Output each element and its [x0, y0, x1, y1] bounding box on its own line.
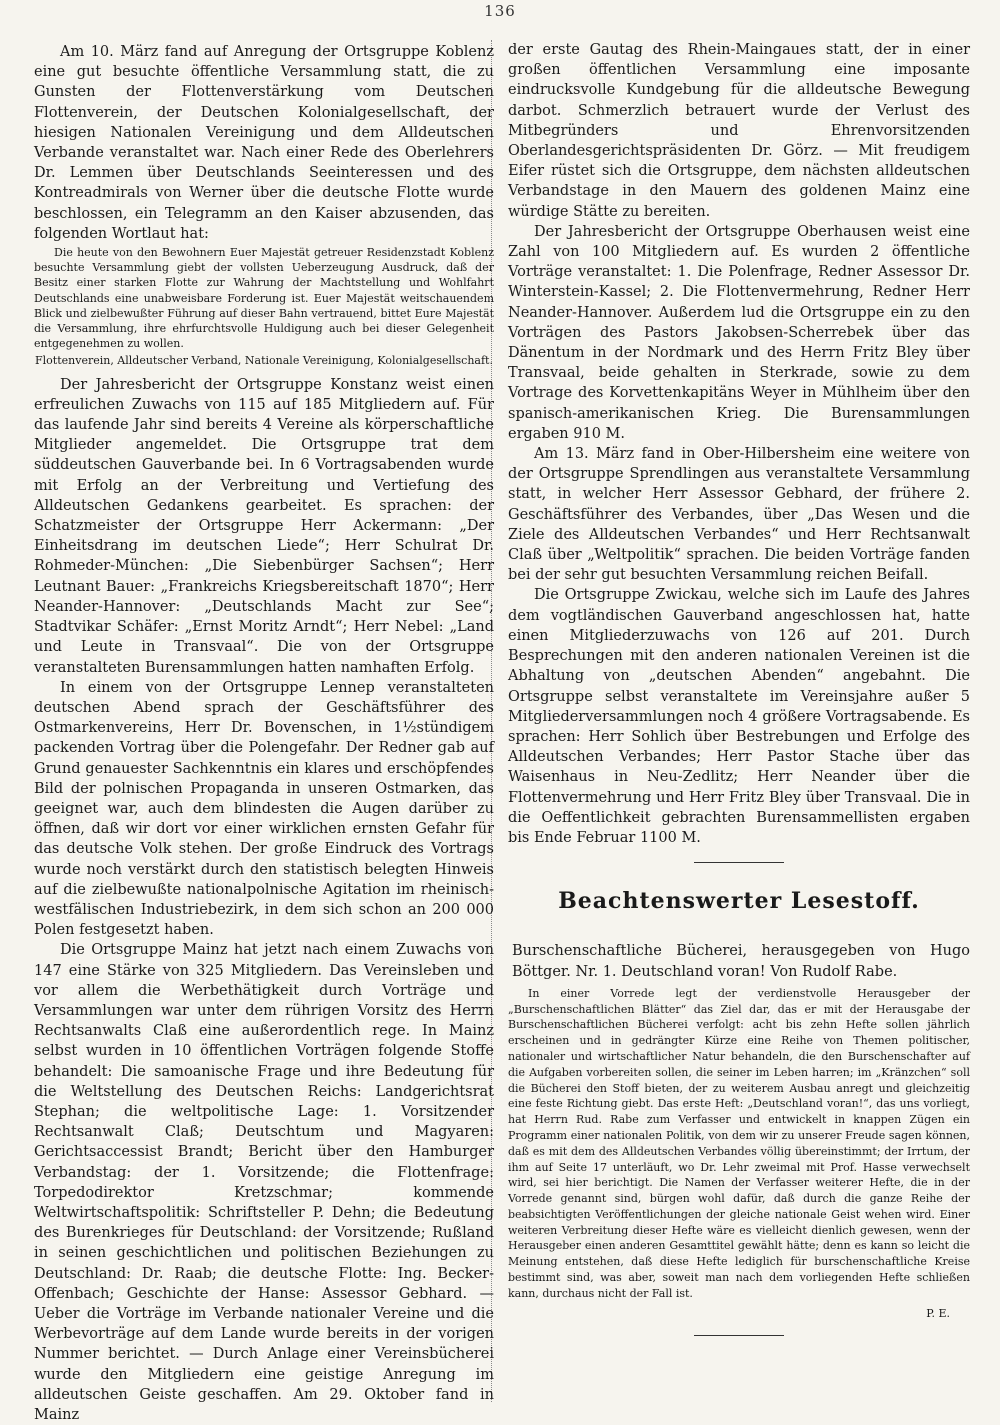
end-separator — [694, 1335, 784, 1336]
telegram-text: Die heute von den Bewohnern Euer Majestät getreuer Residenzstadt Koblenz besuchte Versammlung giebt der vollsten Ueberzeugung Ausdruck, daß der Besitz einer starken Flotte zur Wahrung der Machtstellung und Wohlfahrt Deutschlands eine unabweisbare Forderung ist. Euer Majestät weitschauendem Blick und zielbewußter Führung auf dieser Bahn vertrauend, bittet Eure Majestät die Versammlung, ihre ehrfurchtsvolle Huldigung auch bei dieser Gelegenheit entgegenehmen zu wollen. — [34, 246, 494, 351]
section-separator — [694, 862, 784, 863]
section-heading: Beachtenswerter Lesestoff. — [558, 888, 920, 915]
telegram-signature: Flottenverein, Alldeutscher Verband, Nationale Vereinigung, Kolonialgesellschaft. — [35, 354, 493, 368]
review-signature: P. E. — [926, 1306, 950, 1320]
report-koblenz: Am 10. März fand auf Anregung der Ortsgruppe Koblenz eine gut besuchte öffentliche Versammlung statt, die zu Gunsten der Flottenverstärkung vom Deutschen Flottenverein, der Deutschen Kolonialgesellschaft, der hiesigen Nationalen Vereinigung und dem Alldeutschen Verbande veranstaltet war. Nach einer Rede des Oberlehrers Dr. Lemmen über Deutschlands Seeinteressen und des Kontreadmirals von Werner über die deutsche Flotte wurde beschlossen, ein Telegramm an den Kaiser abzusenden, das folgenden Wortlaut hat: — [34, 44, 494, 242]
book-review: In einer Vorrede legt der verdienstvolle Herausgeber der „Burschenschaftlichen Blätter“ das Ziel dar, das er mit der Herausgabe der Burschenschaftlichen Bücherei verfolgt: acht bis zehn Hefte sollen jährlich erscheinen und in gedrängter Kürze eine Reihe von Themen politischer, nationaler und wirtschaftlicher Natur behandeln, die den Burschenschafter auf die Aufgaben vorbereiten sollen, die seiner im Leben harren; im „Kränzchen“ soll die Bücherei den Stoff bieten, der zu weiterem Ausbau anregt und gleichzeitig eine feste Richtung giebt. Das erste Heft: „Deutschland voran!“, das uns vorliegt, hat Herrn Rud. Rabe zum Verfasser und entwickelt in knappen Zügen ein Programm einer nationalen Politik, von dem wir zu unserer Freude sagen können, daß es mit dem des Alldeutschen Verbandes völlig übereinstimmt; der Irrtum, der ihm auf Seite 17 unterläuft, wo Dr. Lehr zweimal mit Prof. Hasse verwechselt wird, sei hier berichtigt. Die Namen der Verfasser weiterer Hefte, die in der Vorrede genannt sind, bürgen wohl dafür, daß durch die ganze Reihe der beabsichtigten Veröffentlichungen der gleiche nationale Geist wehen wird. Einer weiteren Verbreitung dieser Hefte wäre es vielleicht dienlich gewesen, wenn der Herausgeber einen anderen Gesamttitel gewählt hätte; denn es kann so leicht die Meinung entstehen, daß diese Hefte lediglich für burschenschaftliche Kreise bestimmt sind, was aber, soweit man nach dem vorliegenden Hefte schließen kann, durchaus nicht der Fall ist. — [508, 986, 970, 1300]
report-mainz-continued: der erste Gautag des Rhein-Maingaues statt, der in einer großen öffentlichen Versammlung eine imposante eindrucksvolle Kundgebung für die alldeutsche Bewegung darbot. Schmerzlich betrauert wurde der Verlust des Mitbegründers und Ehrenvorsitzenden Oberlandesgerichtspräsidenten Dr. Görz. — Mit freudigem Eifer rüstet sich die Ortsgruppe, dem nächsten alldeutschen Verbandstage in den Mauern des goldenen Mainz eine würdige Stätte zu bereiten. — [508, 42, 970, 220]
report-mainz: Die Ortsgruppe Mainz hat jetzt nach einem Zuwachs von 147 eine Stärke von 325 Mitgliedern. Das Vereinsleben und vor allem die Werbethätigkeit durch Vorträge und Versammlungen war unter dem rührigen Vorsitz des Herrn Rechtsanwalts Claß eine außerordentlich rege. In Mainz selbst wurden in 10 öffentlichen Vorträgen folgende Stoffe behandelt: Die samoanische Frage und ihre Bedeutung für die Weltstellung des Deutschen Reichs: Landgerichtsrat Stephan; die weltpolitische Lage: 1. Vorsitzender Rechtsanwalt Claß; Deutschtum und Magyaren: Gerichtsaccessist Brandt; Bericht über den Hamburger Verbandstag: der 1. Vorsitzende; die Flottenfrage: Torpedodirektor Kretzschmar; kommende Weltwirtschaftspolitik: Schriftsteller P. Dehn; die Bedeutung des Burenkrieges für Deutschland: der Vorsitzende; Rußland in seinen geschichtlichen und politischen Beziehungen zu Deutschland: Dr. Raab; die deutsche Flotte: Ing. Becker-Offenbach; Geschichte der Hanse: Assessor Gebhard. — Ueber die Vorträge im Verbande nationaler Vereine und die Werbevorträge auf dem Lande wurde bereits in der vorigen Nummer berichtet. — Durch Anlage einer Vereinsbücherei wurde den Mitgliedern eine geistige Anregung im alldeutschen Geiste geschaffen. Am 29. Oktober fand in Mainz — [34, 942, 494, 1424]
report-ober-hilbersheim: Am 13. März fand in Ober-Hilbersheim eine weitere von der Ortsgruppe Sprendlingen aus veranstaltete Versammlung statt, in welcher Herr Assessor Gebhard, der frühere 2. Geschäftsführer des Verbandes, über „Das Wesen und die Ziele des Alldeutschen Verbandes“ und Herr Rechtsanwalt Claß über „Weltpolitik“ sprachen. Die beiden Vorträge fanden bei der sehr gut besuchten Versammlung reichen Beifall. — [508, 446, 970, 584]
book-title: Burschenschaftliche Bücherei, herausgegeben von Hugo Böttger. Nr. 1. Deutschland voran! Von Rudolf Rabe. — [512, 943, 970, 980]
right-column — [508, 40, 970, 1350]
report-oberhausen: Der Jahresbericht der Ortsgruppe Oberhausen weist eine Zahl von 100 Mitgliedern auf. Es wurden 2 öffentliche Vorträge veranstaltet: 1. Die Polenfrage, Redner Assessor Dr. Winterstein-Kassel; 2. Die Flottenvermehrung, Redner Herr Neander-Hannover. Außerdem lud die Ortsgruppe ein zu den Vorträgen des Pastors Jakobsen-Scherrebek über das Dänentum in der Nordmark und des Herrn Fritz Bley über Transvaal, beide gehalten in Sterkrade, sowie zu dem Vortrage des Korvettenkapitäns Weyer in Mühlheim über den spanisch-amerikanischen Krieg. Die Burensammlungen ergaben 910 M. — [508, 223, 970, 442]
report-zwickau: Die Ortsgruppe Zwickau, welche sich im Laufe des Jahres dem vogtländischen Gauverband angeschlossen hat, hatte einen Mitgliederzuwachs von 126 auf 201. Durch Besprechungen mit den anderen nationalen Vereinen ist die Abhaltung von „deutschen Abenden“ angebahnt. Die Ortsgruppe selbst veranstaltete im Vereinsjahre außer 5 Mitgliederversammlungen noch 4 größere Vortragsabende. Es sprachen: Herr Sohlich über Bestrebungen und Erfolge des Alldeutschen Verbandes; Herr Pastor Stache über das Waisenhaus in Neu-Zedlitz; Herr Neander über die Flottenvermehrung und Herr Fritz Bley über Transvaal. Die in die Oeffentlichkeit gebrachten Burensammellisten ergaben bis Ende Februar 1100 M. — [508, 587, 970, 846]
report-lennep: In einem von der Ortsgruppe Lennep veranstalteten deutschen Abend sprach der Geschäftsführer des Ostmarkenvereins, Herr Dr. Bovenschen, in 1½stündigem packenden Vortrag über die Polengefahr. Der Redner gab auf Grund genauester Sachkenntnis ein klares und erschöpfendes Bild der polnischen Propaganda in unseren Ostmarken, das geeignet war, auch dem blindesten die Augen darüber zu öffnen, daß wir dort vor einer wirklichen ernsten Gefahr für das deutsche Volk stehen. Der große Eindruck des Vortrags wurde noch verstärkt durch den statistisch belegten Hinweis auf die zielbewußte nationalpolnische Agitation im rheinisch-westfälischen Industriebezirk, in dem sich schon an 200 000 Polen festgesetzt haben. — [34, 679, 494, 939]
report-konstanz: Der Jahresbericht der Ortsgruppe Konstanz weist einen erfreulichen Zuwachs von 115 auf 185 Mitgliedern auf. Für das laufende Jahr sind bereits 4 Vereine als körperschaftliche Mitglieder angemeldet. Die Ortsgruppe trat dem süddeutschen Gauverbande bei. In 6 Vortragsabenden wurde mit Erfolg an der Verbreitung und Vertiefung des Alldeutschen Gedankens gearbeitet. Es sprachen: der Schatzmeister der Ortsgruppe Herr Ackermann: „Der Einheitsdrang im deutschen Liede“; Herr Schulrat Dr. Rohmeder-München: „Die Siebenbürger Sachsen“; Herr Leutnant Bauer: „Frankreichs Kriegsbereitschaft 1870“; Herr Neander-Hannover: „Deutschlands Macht zur See“; Stadtvikar Schäfer: „Ernst Moritz Arndt“; Herr Nebel: „Land und Leute in Transvaal“. Die von der Ortsgruppe veranstalteten Burensammlungen hatten namhaften Erfolg. — [34, 376, 494, 676]
page-number: 136 — [484, 2, 516, 20]
left-column — [34, 42, 494, 1425]
